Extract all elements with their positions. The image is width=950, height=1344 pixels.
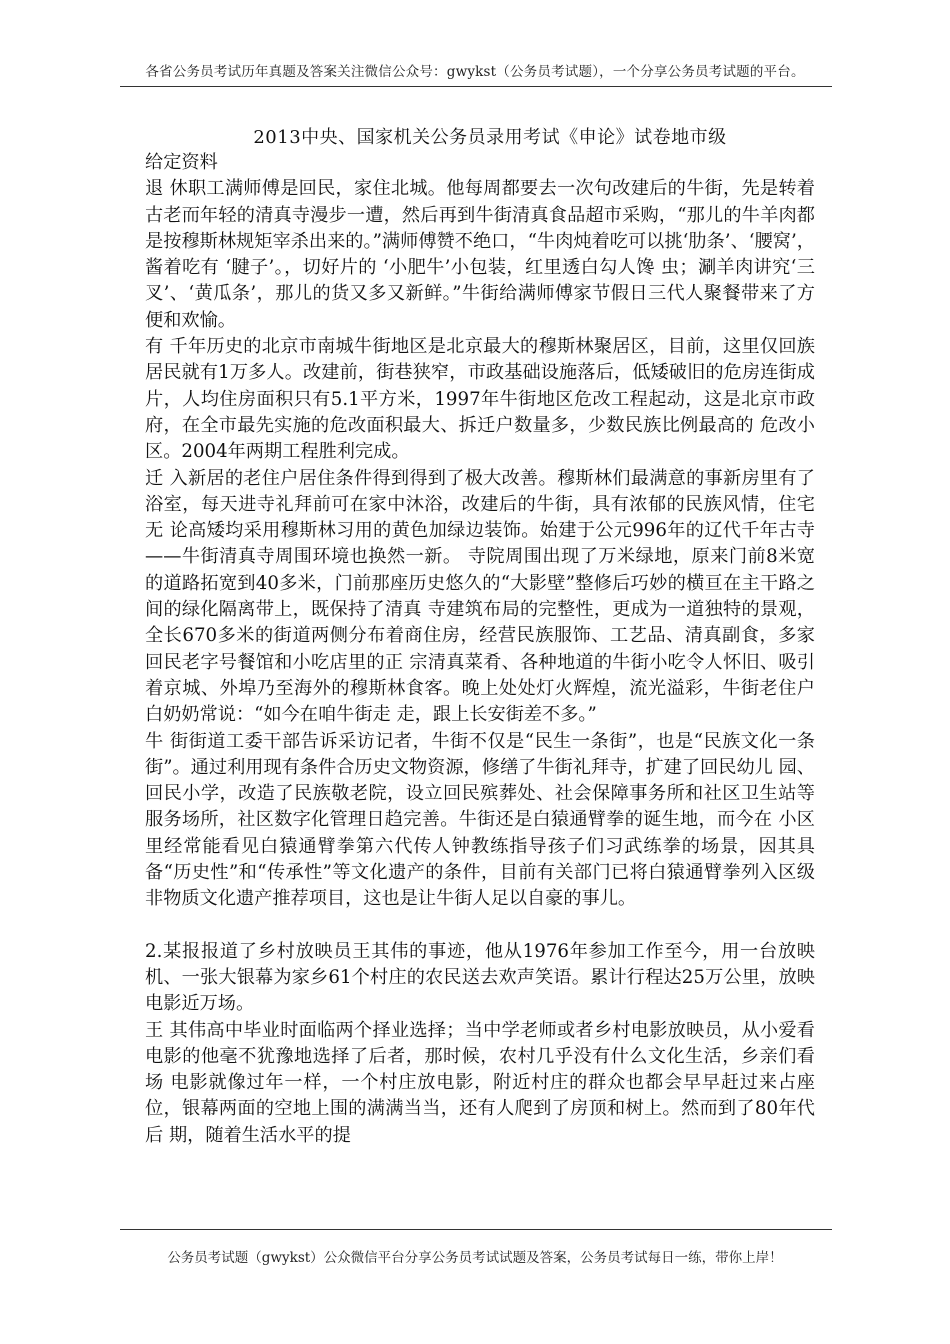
paragraph-4: 牛 街街道工委干部告诉采访记者，牛街不仅是“民生一条街”，也是“民族文化一条街”。通过利用现有条件合历史文物资源，修缮了牛街礼拜寺，扩建了回民幼儿 园、回民小学，改造了民族敬老院，设立回民殡葬处、社会保障事务所和社区卫生站等服务场所，社区数字化管理日趋完善。牛街还是白猿通臂拳的诞生地，而今在 小区里经常能看见白猿通臂拳第六代传人钟教练指导孩子们习武练拳的场景，因其具备“历史性”和“传承性”等文化遗产的条件，目前有关部门已将白猿通臂拳列入区级非物质文化遗产推荐项目，这也是让牛街人足以自豪的事儿。	[145, 730, 815, 910]
paragraph-1: 退 休职工满师傅是回民，家住北城。他每周都要去一次句改建后的牛街，先是转着古老而年轻的清真寺漫步一遭，然后再到牛街清真食品超市采购，“那儿的牛羊肉都 是按穆斯林规矩宰杀出来的。”满师傅赞不绝口，“牛肉炖着吃可以挑‘肋条’、‘腰窝’，酱着吃有 ‘腱子’。，切好片的 ‘小肥牛’小包装，红里透白勾人馋 虫；涮羊肉讲究‘三叉’、‘黄瓜条’，那儿的货又多又新鲜。”牛街给满师傅家节假日三代人聚餐带来了方便和欢愉。	[145, 178, 815, 331]
paragraph-spacer	[145, 913, 815, 939]
footer-divider	[120, 1229, 832, 1230]
header-divider	[120, 86, 832, 87]
section-label: 给定资料	[145, 152, 218, 173]
document-body	[145, 150, 815, 1149]
page-header: 各省公务员考试历年真题及答案关注微信公众号：gwykst（公务员考试题），一个分享公务员考试题的平台。	[145, 64, 805, 80]
paragraph-6: 王 其伟高中毕业时面临两个择业选择；当中学老师或者乡村电影放映员，从小爱看电影的他毫不犹豫地选择了后者，那时候，农村几乎没有什么文化生活，乡亲们看场 电影就像过年一样，一个村庄放电影，附近村庄的群众也都会早早赶过来占座位，银幕两面的空地上围的满满当当，还有人爬到了房顶和树上。然而到了80年代后 期，随着生活水平的提	[145, 1019, 815, 1146]
document-title: 2013中央、国家机关公务员录用考试《申论》试卷地市级	[253, 127, 727, 148]
paragraph-2: 有 千年历史的北京市南城牛街地区是北京最大的穆斯林聚居区，目前，这里仅回族居民就有1万多人。改建前，街巷狭窄，市政基础设施落后，低矮破旧的危房连街成 片，人均住房面积只有5.1平方米，1997年牛街地区危改工程起动，这是北京市政府，在全市最先实施的危改面积最大、拆迁户数量多，少数民族比例最高的 危改小区。2004年两期工程胜利完成。	[145, 336, 815, 463]
page-footer: 公务员考试题（gwykst）公众微信平台分享公务员考试试题及答案，公务员考试每日一练，带你上岸！	[167, 1250, 783, 1266]
paragraph-5: 2.某报报道了乡村放映员王其伟的事迹，他从1976年参加工作至今，用一台放映机、一张大银幕为家乡61个村庄的农民送去欢声笑语。累计行程达25万公里，放映电影近万场。	[145, 940, 815, 1015]
paragraph-3: 迁 入新居的老住户居住条件得到得到了极大改善。穆斯林们最满意的事新房里有了浴室，每天进寺礼拜前可在家中沐浴，改建后的牛街，具有浓郁的民族风情，住宅无 论高矮均采用穆斯林习用的黄色加绿边装饰。始建于公元996年的辽代千年古寺——牛街清真寺周围环境也换然一新。 寺院周围出现了万米绿地，原来门前8米宽的道路拓宽到40多米，门前那座历史悠久的“大影壁”整修后巧妙的横亘在主干路之间的绿化隔离带上，既保持了清真 寺建筑布局的完整性，更成为一道独特的景观，全长670多米的街道两侧分布着商住房，经营民族服饰、工艺品、清真副食，多家回民老字号餐馆和小吃店里的正 宗清真菜肴、各种地道的牛街小吃令人怀旧、吸引着京城、外埠乃至海外的穆斯林食客。晚上处处灯火辉煌，流光溢彩，牛街老住户白奶奶常说：“如今在咱牛街走 走，跟上长安街差不多。”	[145, 467, 815, 726]
